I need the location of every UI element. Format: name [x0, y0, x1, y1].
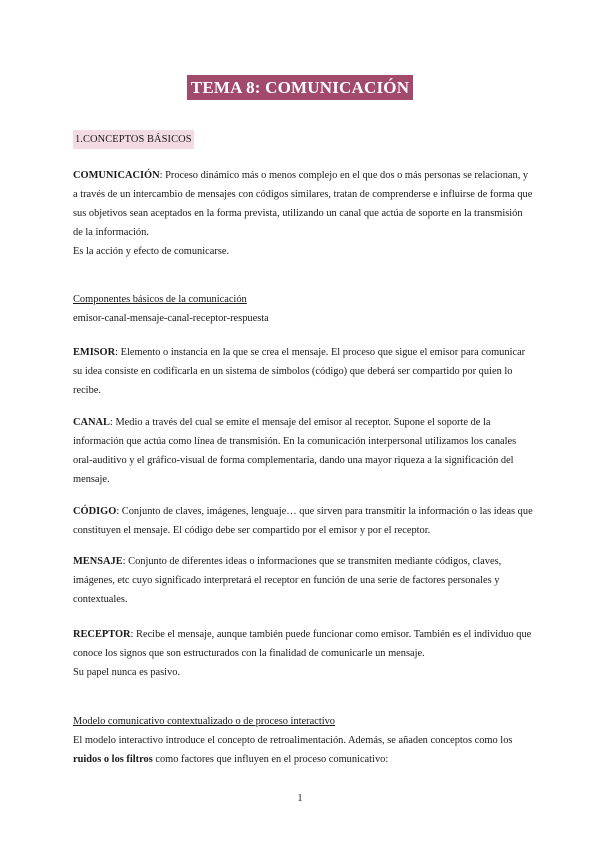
list-componentes: emisor-canal-mensaje-canal-receptor-respuesta — [73, 313, 269, 324]
definition-receptor: : Recibe el mensaje, aunque también puede funcionar como emisor. También es el individuo que conoce los signos que son estructurados con la finalidad de comunicarle un mensaje. — [73, 629, 532, 659]
definition-codigo: : Conjunto de claves, imágenes, lenguaje… que sirven para transmitir la información o las ideas que constituyen el mensaje. El código debe ser compartido por el emisor y por el receptor. — [73, 506, 533, 536]
bold-modelo: ruidos o los filtros — [73, 754, 153, 765]
section-heading: 1.CONCEPTOS BÁSICOS — [73, 130, 194, 149]
term-receptor: RECEPTOR — [73, 629, 131, 640]
definition-emisor: : Elemento o instancia en la que se crea el mensaje. El proceso que sigue el emisor para comunicar su idea consiste en codificarla en un sistema de símbolos (código) que deberá ser compartido por quien lo recibe. — [73, 347, 526, 396]
page-number: 1 — [297, 793, 303, 804]
term-codigo: CÓDIGO — [73, 506, 117, 517]
definition-comunicacion: : Proceso dinámico más o menos complejo en el que dos o más personas se relacionan, y a través de un intercambio de mensajes con códigos similares, tratan de comprenderse e influirse de forma que sus objetivos sean aceptados en la forma prevista, utilizando un canal que actúa de soporte en la transmisión de la información. — [73, 170, 533, 238]
paragraph-modelo — [73, 712, 533, 769]
extra-receptor: Su papel nunca es pasivo. — [73, 667, 181, 678]
page-title: TEMA 8: COMUNICACIÓN — [187, 75, 413, 100]
paragraph-mensaje — [73, 552, 533, 609]
definition-canal: : Medio a través del cual se emite el mensaje del emisor al receptor. Supone el soporte de la información que actúa como línea de transmisión. En la comunicación interpersonal utilizamos los canales oral-auditivo y el gráfico-visual de forma complementaria, dando una mayor riqueza a la significación del mensaje. — [73, 417, 517, 485]
paragraph-emisor — [73, 343, 533, 400]
paragraph-componentes — [73, 290, 533, 328]
paragraph-receptor — [73, 625, 533, 682]
term-emisor: EMISOR — [73, 347, 116, 358]
paragraph-canal — [73, 413, 533, 489]
paragraph-codigo — [73, 502, 533, 540]
section-heading-wrapper — [73, 130, 533, 149]
term-canal: CANAL — [73, 417, 110, 428]
term-mensaje: MENSAJE — [73, 556, 123, 567]
extra-comunicacion: Es la acción y efecto de comunicarse. — [73, 246, 230, 257]
definition-mensaje: : Conjunto de diferentes ideas o informaciones que se transmiten mediante códigos, claves, imágenes, etc cuyo significado interpretará el receptor en función de una serie de factores personales y contextuales. — [73, 556, 502, 605]
heading-componentes: Componentes básicos de la comunicación — [73, 294, 247, 305]
heading-modelo: Modelo comunicativo contextualizado o de proceso interactivo — [73, 716, 335, 727]
text-modelo-b: como factores que influyen en el proceso comunicativo: — [152, 754, 389, 765]
text-modelo-a: El modelo interactivo introduce el concepto de retroalimentación. Además, se añaden conceptos como los — [73, 735, 513, 746]
paragraph-comunicacion — [73, 166, 533, 261]
title-wrapper — [0, 75, 600, 100]
term-comunicacion: COMUNICACIÓN — [73, 170, 160, 181]
